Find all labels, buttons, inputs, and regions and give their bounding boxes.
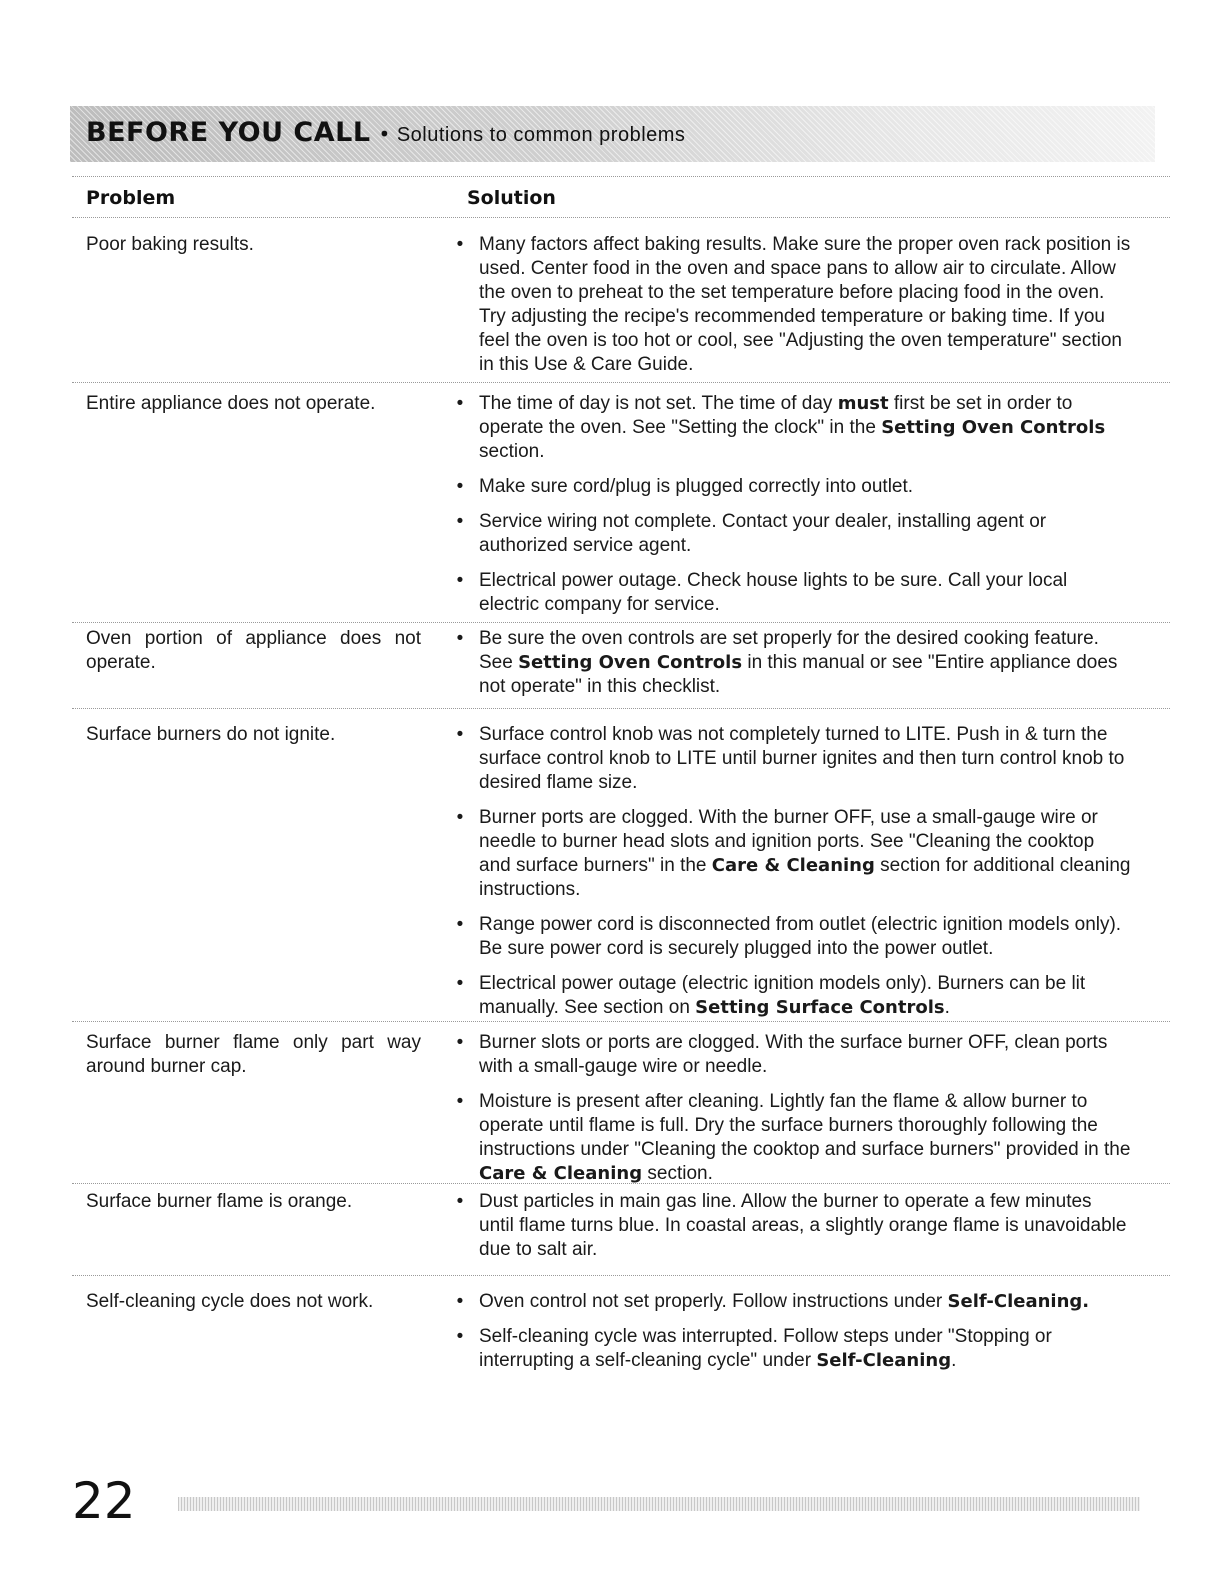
solution-item [455,475,1131,499]
problem-text: Oven portion of appliance does not operate. [86,628,421,673]
bullet-icon: • [456,628,464,649]
solution-text: Moisture is present after cleaning. Lightly fan the flame & allow burner to operate until flame is full. Dry the surface burners thoroughly following the instructions under "Cleaning the cooktop and surface burners" provided in the [479,1091,1131,1160]
bullet-icon: • [456,807,464,828]
header-bottom-rule [72,217,1170,218]
solution-item [455,1190,1131,1262]
emphasized-reference: Care & Cleaning [479,1163,643,1184]
solution-text: section. [479,441,545,462]
bullet-icon: • [456,724,464,745]
solution-text: first be set in order to operate the oven. See "Setting the clock" in the [479,393,1073,438]
solution-text: Electrical power outage. Check house lights to be sure. Call your local electric company for service. [479,570,1068,615]
solution-text: Self-cleaning cycle was interrupted. Follow steps under "Stopping or interrupting a self-cleaning cycle" under [479,1326,1052,1371]
section-banner [70,106,1155,162]
emphasized-reference: Self-Cleaning. [947,1291,1090,1312]
bullet-icon: • [456,476,464,497]
bullet-icon: • [456,234,464,255]
solution-text: . [951,1350,957,1371]
bullet-icon: • [456,1291,464,1312]
emphasized-reference: Setting Oven Controls [881,417,1106,438]
emphasized-reference: must [837,393,889,414]
solution-text: Electrical power outage (electric ignition models only). Burners can be lit manually. See section on [479,973,1086,1018]
problem-text: Self-cleaning cycle does not work. [86,1291,374,1312]
bullet-icon: • [456,393,464,414]
bullet-icon: • [456,1032,464,1053]
solution-text: . [944,997,950,1018]
row-divider [72,708,1170,709]
bullet-icon: • [456,1091,464,1112]
problem-text: Poor baking results. [86,234,254,255]
banner-bullet: • [378,122,391,146]
solution-item [455,233,1131,377]
problem-text: Surface burners do not ignite. [86,724,336,745]
problem-column-header: Problem [86,187,176,209]
bullet-icon: • [456,1191,464,1212]
solution-item [455,972,1131,1020]
solution-text: Dust particles in main gas line. Allow the burner to operate a few minutes until flame turns blue. In coastal areas, a slightly orange flame is unavoidable due to salt air. [479,1191,1127,1260]
emphasized-reference: Self-Cleaning [816,1350,952,1371]
solution-item [455,392,1131,464]
solution-item [455,723,1131,795]
solution-text: section for additional cleaning instructions. [479,855,1131,900]
solution-text: Burner slots or ports are clogged. With the surface burner OFF, clean ports with a small-gauge wire or needle. [479,1032,1108,1077]
solution-item [455,569,1131,617]
bullet-icon: • [456,973,464,994]
banner-subtitle: Solutions to common problems [396,124,686,146]
banner-title: BEFORE YOU CALL [86,117,371,148]
solution-text: Range power cord is disconnected from outlet (electric ignition models only). Be sure power cord is securely plugged into the power outlet. [479,914,1122,959]
banner-heading [86,117,685,148]
solution-text: Be sure the oven controls are set properly for the desired cooking feature. See [479,628,1099,673]
solution-item [455,1031,1131,1079]
problem-text: Surface burner flame is orange. [86,1191,353,1212]
solution-text: Make sure cord/plug is plugged correctly into outlet. [479,476,914,497]
row-divider [72,1021,1170,1022]
bullet-icon: • [456,1326,464,1347]
solution-list [455,392,1131,628]
row-divider [72,1275,1170,1276]
solution-list [455,1031,1131,1197]
bullet-icon: • [456,511,464,532]
solution-item [455,913,1131,961]
solution-text: Burner ports are clogged. With the burner OFF, use a small-gauge wire or needle to burner head slots and ignition ports. See "Cleaning the cooktop and surface burners" in the [479,807,1098,876]
page-number: 22 [72,1472,136,1530]
solution-item [455,1290,1131,1314]
problem-text: Entire appliance does not operate. [86,393,376,414]
footer-decorative-bar [178,1497,1140,1511]
problem-text: Surface burner flame only part way around burner cap. [86,1032,421,1077]
solution-text: The time of day is not set. The time of day [479,393,838,414]
row-divider [72,382,1170,383]
emphasized-reference: Setting Oven Controls [518,652,743,673]
solution-list [455,1190,1131,1273]
row-divider [72,622,1170,623]
solution-item [455,510,1131,558]
solution-item [455,1325,1131,1373]
row-divider [72,1183,1170,1184]
emphasized-reference: Setting Surface Controls [695,997,945,1018]
solution-list [455,627,1131,710]
solution-text: Oven control not set properly. Follow instructions under [479,1291,948,1312]
solution-text: in this manual or see "Entire appliance does not operate" in this checklist. [479,652,1118,697]
bullet-icon: • [456,914,464,935]
solution-item [455,1090,1131,1186]
solution-list [455,723,1131,1031]
solution-item [455,627,1131,699]
solution-text: Surface control knob was not completely turned to LITE. Push in & turn the surface control knob to LITE until burner ignites and then turn control knob to desired flame size. [479,724,1125,793]
header-top-rule [72,176,1170,177]
emphasized-reference: Care & Cleaning [711,855,875,876]
solution-item [455,806,1131,902]
solution-text: Many factors affect baking results. Make sure the proper oven rack position is used. Center food in the oven and space pans to allow air to circulate. Allow the oven to preheat to the set temperature before placing food in the oven. Try adjusting the recipe's recommended temperature or baking time. If you feel the oven is too hot or cool, see "Adjusting the oven temperature" section in this Use & Care Guide. [479,234,1131,375]
solution-column-header: Solution [467,187,556,209]
solution-text: section. [642,1163,713,1184]
solution-list [455,233,1131,388]
solution-text: Service wiring not complete. Contact your dealer, installing agent or authorized service agent. [479,511,1047,556]
solution-list [455,1290,1131,1384]
bullet-icon: • [456,570,464,591]
